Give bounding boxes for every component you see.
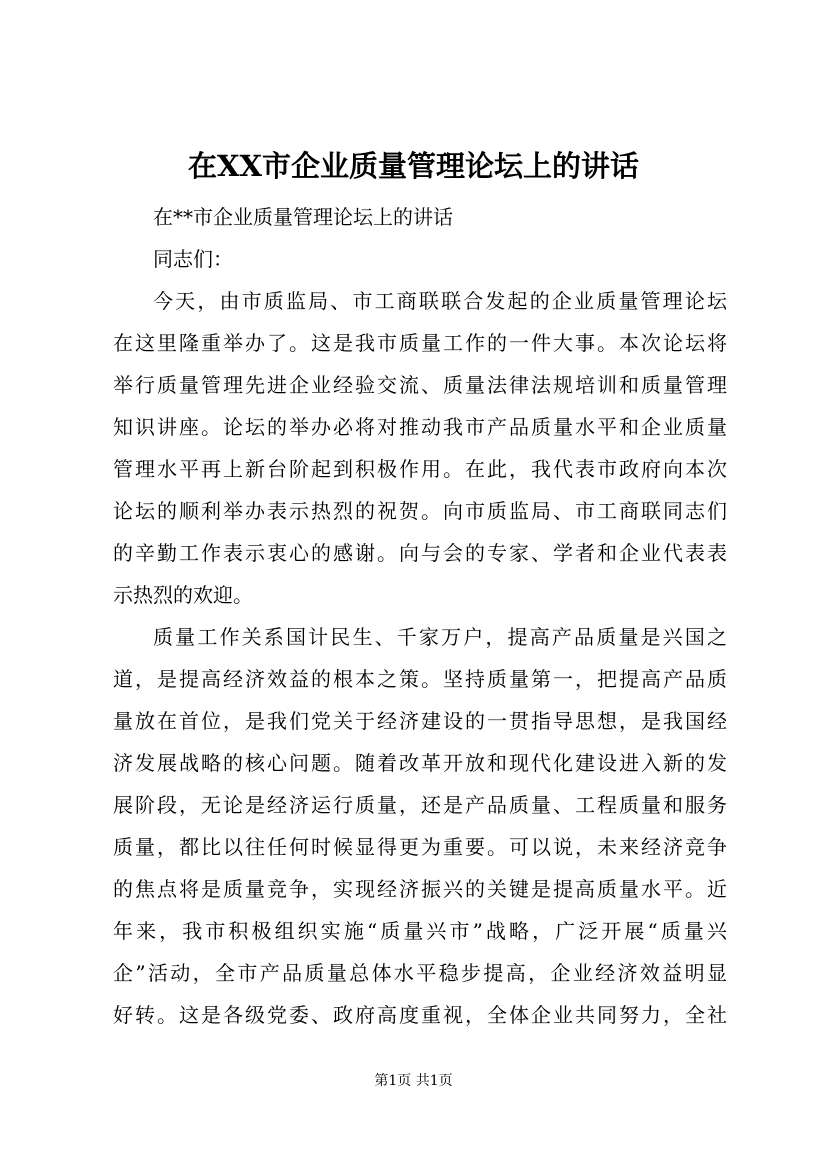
page-footer: 第1页 共1页 — [374, 1073, 453, 1089]
document-body — [113, 196, 727, 1036]
text-line: 展阶段，无论是经济运行质量，还是产品质量、工程质量和服务 — [113, 793, 727, 817]
text-line: 在这里隆重举办了。这是我市质量工作的一件大事。本次论坛将 — [113, 331, 727, 355]
text-line: 企”活动，全市产品质量总体水平稳步提高，企业经济效益明显 — [113, 961, 727, 985]
document-title: 在XX市企业质量管理论坛上的讲话 — [187, 149, 639, 183]
text-line: 管理水平再上新台阶起到积极作用。在此，我代表市政府向本次 — [113, 457, 727, 481]
text-line: 好转。这是各级党委、政府高度重视，全体企业共同努力，全社 — [113, 1003, 727, 1027]
text-line: 论坛的顺利举办表示热烈的祝贺。向市质监局、市工商联同志们 — [113, 499, 727, 523]
text-line: 示热烈的欢迎。 — [113, 583, 253, 607]
text-line: 质量工作关系国计民生、千家万户，提高产品质量是兴国之 — [153, 625, 727, 649]
text-line: 量放在首位，是我们党关于经济建设的一贯指导思想，是我国经 — [113, 709, 727, 733]
text-line: 知识讲座。论坛的举办必将对推动我市产品质量水平和企业质量 — [113, 415, 727, 439]
text-line: 在**市企业质量管理论坛上的讲话 — [153, 205, 453, 229]
text-line: 的辛勤工作表示衷心的感谢。向与会的专家、学者和企业代表表 — [113, 541, 727, 565]
text-line: 年来，我市积极组织实施“质量兴市”战略，广泛开展“质量兴 — [113, 919, 727, 943]
text-line: 道，是提高经济效益的根本之策。坚持质量第一，把提高产品质 — [113, 667, 727, 691]
text-line: 举行质量管理先进企业经验交流、质量法律法规培训和质量管理 — [113, 373, 727, 397]
text-line: 今天，由市质监局、市工商联联合发起的企业质量管理论坛 — [153, 289, 727, 313]
text-line: 的焦点将是质量竞争，实现经济振兴的关键是提高质量水平。近 — [113, 877, 727, 901]
text-line: 济发展战略的核心问题。随着改革开放和现代化建设进入新的发 — [113, 751, 727, 775]
text-line: 同志们： — [153, 247, 233, 271]
text-line: 质量，都比以往任何时候显得更为重要。可以说，未来经济竞争 — [113, 835, 727, 859]
